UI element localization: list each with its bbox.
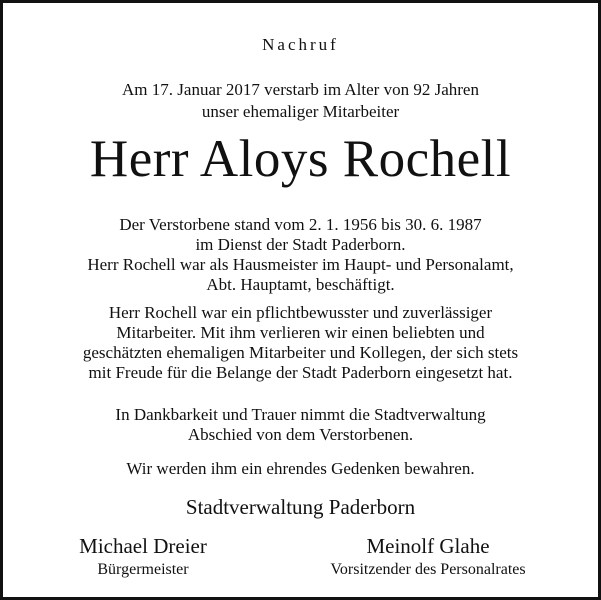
paragraph-line: Wir werden ihm ein ehrendes Gedenken bewahren. bbox=[126, 459, 475, 478]
paragraph-line: im Dienst der Stadt Paderborn. bbox=[195, 235, 406, 254]
signatory-name: Michael Dreier bbox=[79, 534, 207, 558]
paragraph-line: Herr Rochell war ein pflichtbewusster und zuverlässiger bbox=[108, 303, 493, 322]
signatory-title: Bürgermeister bbox=[97, 561, 189, 578]
remembrance-paragraph bbox=[3, 459, 598, 479]
signatory-staff-council bbox=[283, 533, 573, 580]
service-paragraph bbox=[3, 215, 598, 295]
deceased-name: Herr Aloys Rochell bbox=[89, 130, 512, 188]
intro-text bbox=[3, 79, 598, 123]
intro-line: Am 17. Januar 2017 verstarb im Alter von 92 Jahren bbox=[122, 80, 479, 99]
paragraph-line: Der Verstorbene stand vom 2. 1. 1956 bis 30. 6. 1987 bbox=[119, 215, 482, 234]
organization-name: Stadtverwaltung Paderborn bbox=[185, 495, 416, 519]
paragraph-line: Abschied von dem Verstorbenen. bbox=[187, 425, 414, 444]
intro-line: unser ehemaliger Mitarbeiter bbox=[201, 102, 400, 121]
paragraph-line: Mitarbeiter. Mit ihm verlieren wir einen beliebten und bbox=[116, 323, 485, 342]
signatory-title: Vorsitzender des Personalrates bbox=[330, 561, 526, 578]
gratitude-paragraph bbox=[3, 405, 598, 445]
tribute-paragraph bbox=[3, 303, 598, 383]
paragraph-line: Herr Rochell war als Hausmeister im Haupt- und Personalamt, bbox=[87, 255, 514, 274]
signatory-name: Meinolf Glahe bbox=[366, 534, 490, 558]
paragraph-line: geschätzten ehemaligen Mitarbeiter und Kollegen, der sich stets bbox=[82, 343, 519, 362]
signatory-mayor bbox=[33, 533, 253, 580]
paragraph-line: mit Freude für die Belange der Stadt Paderborn eingesetzt hat. bbox=[88, 363, 513, 382]
notice-heading: Nachruf bbox=[262, 35, 339, 54]
paragraph-line: Abt. Hauptamt, beschäftigt. bbox=[206, 275, 395, 294]
paragraph-line: In Dankbarkeit und Trauer nimmt die Stadtverwaltung bbox=[115, 405, 486, 424]
